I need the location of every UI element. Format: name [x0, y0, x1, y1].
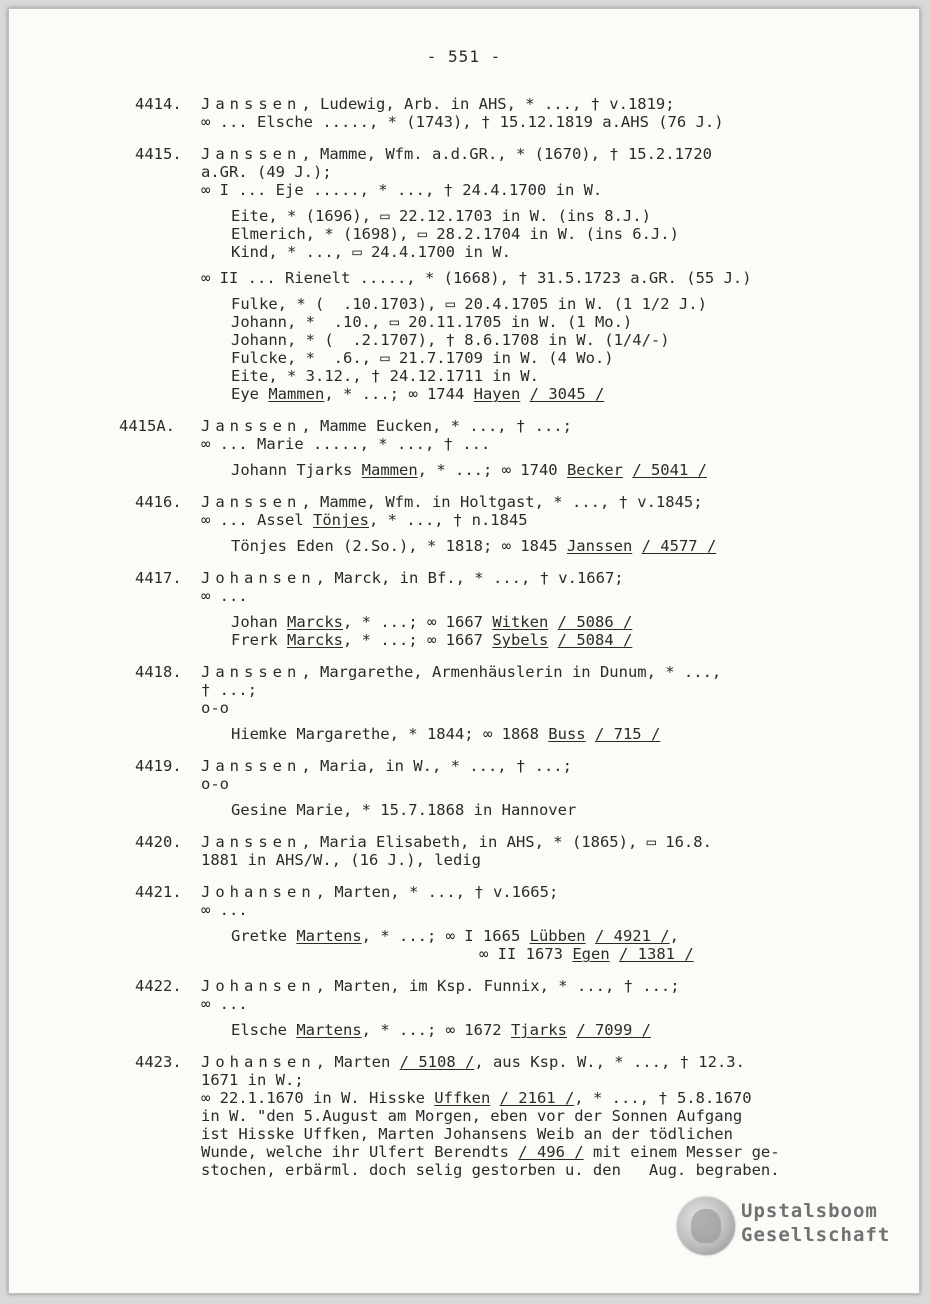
- entry-line: [9, 435, 919, 453]
- entry-line: [9, 613, 919, 631]
- entry-text: ∞ ... Elsche ....., * (1743), † 15.12.1819 a.AHS (76 J.): [201, 113, 724, 131]
- entry-number: 4416.: [135, 493, 182, 511]
- entry-text: ∞ ... Marie ....., * ..., † ...: [201, 435, 491, 453]
- entry-text: ∞ ... Assel Tönjes, * ..., † n.1845: [201, 511, 528, 529]
- entry-number: 4415.: [135, 145, 182, 163]
- entry-number: 4422.: [135, 977, 182, 995]
- entry-line: [9, 295, 919, 313]
- entry-line: [9, 569, 919, 587]
- watermark-line-2: Gesellschaft: [741, 1224, 891, 1246]
- entry-text: Johann, * .10., ▭ 20.11.1705 in W. (1 Mo.): [231, 313, 633, 331]
- entry-line: [9, 313, 919, 331]
- entry-text: Gretke Martens, * ...; ∞ I 1665 Lübben / 4921 /,: [231, 927, 679, 945]
- entry-text: Johansen, Marten / 5108 /, aus Ksp. W., * ..., † 12.3.: [201, 1053, 745, 1071]
- line-gap: [9, 529, 919, 537]
- entry-4415: [9, 145, 919, 403]
- entry-text: Kind, * ..., ▭ 24.4.1700 in W.: [231, 243, 511, 261]
- entry-line: [9, 181, 919, 199]
- document-page: [8, 8, 920, 1294]
- entry-text: Wunde, welche ihr Ulfert Berendts / 496 / mit einem Messer ge-: [201, 1143, 780, 1161]
- entry-text: Eye Mammen, * ...; ∞ 1744 Hayen / 3045 /: [231, 385, 605, 403]
- entry-line: [9, 1107, 919, 1125]
- line-gap: [9, 717, 919, 725]
- seal-icon: [677, 1197, 735, 1255]
- entry-line: [9, 631, 919, 649]
- entry-line: [9, 163, 919, 181]
- entry-text: Johansen, Marck, in Bf., * ..., † v.1667;: [201, 569, 624, 587]
- entry-number: 4418.: [135, 663, 182, 681]
- entry-text: Janssen, Mamme Eucken, * ..., † ...;: [201, 417, 572, 435]
- entry-text: Fulcke, * .6., ▭ 21.7.1709 in W. (4 Wo.): [231, 349, 614, 367]
- entry-text: o-o: [201, 775, 229, 793]
- entry-text: Elmerich, * (1698), ▭ 28.2.1704 in W. (ins 6.J.): [231, 225, 679, 243]
- entry-4417: [9, 569, 919, 649]
- entry-line: [9, 331, 919, 349]
- line-gap: [9, 1013, 919, 1021]
- entry-text: Hiemke Margarethe, * 1844; ∞ 1868 Buss / 715 /: [231, 725, 661, 743]
- entry-4421: [9, 883, 919, 963]
- entry-number: 4421.: [135, 883, 182, 901]
- entry-line: [9, 95, 919, 113]
- entry-text: Eite, * (1696), ▭ 22.12.1703 in W. (ins 8.J.): [231, 207, 651, 225]
- entry-line: [9, 995, 919, 1013]
- entry-line: [9, 801, 919, 819]
- entry-line: [9, 977, 919, 995]
- entry-text: ∞ 22.1.1670 in W. Hisske Uffken / 2161 /, * ..., † 5.8.1670: [201, 1089, 752, 1107]
- entry-text: Johansen, Marten, * ..., † v.1665;: [201, 883, 559, 901]
- entry-line: [9, 1071, 919, 1089]
- entry-line: [9, 833, 919, 851]
- line-gap: [9, 287, 919, 295]
- entry-line: [9, 1143, 919, 1161]
- entry-line: [9, 225, 919, 243]
- entry-text: Janssen, Ludewig, Arb. in AHS, * ..., † v.1819;: [201, 95, 675, 113]
- entry-number: 4423.: [135, 1053, 182, 1071]
- watermark-line-1: Upstalsboom: [741, 1200, 878, 1222]
- line-gap: [9, 453, 919, 461]
- entry-text: 1881 in AHS/W., (16 J.), ledig: [201, 851, 481, 869]
- entry-line: [9, 725, 919, 743]
- entry-line: [9, 663, 919, 681]
- entry-text: Janssen, Maria Elisabeth, in AHS, * (1865), ▭ 16.8.: [201, 833, 712, 851]
- entry-text: Eite, * 3.12., † 24.12.1711 in W.: [231, 367, 539, 385]
- entry-text: ∞ ...: [201, 587, 248, 605]
- entry-line: [9, 775, 919, 793]
- entry-line: [9, 145, 919, 163]
- entry-text: ist Hisske Uffken, Marten Johansens Weib an der tödlichen: [201, 1125, 733, 1143]
- entry-line: [9, 417, 919, 435]
- entry-line: [9, 699, 919, 717]
- entry-line: [9, 945, 919, 963]
- entry-text: Johann, * ( .2.1707), † 8.6.1708 in W. (1/4/-): [231, 331, 670, 349]
- entry-text: Gesine Marie, * 15.7.1868 in Hannover: [231, 801, 577, 819]
- entry-text: ∞ ...: [201, 901, 248, 919]
- entry-text: Janssen, Maria, in W., * ..., † ...;: [201, 757, 572, 775]
- entry-text: † ...;: [201, 681, 257, 699]
- entry-text: ∞ II 1673 Egen / 1381 /: [479, 945, 694, 963]
- entry-text: ∞ II ... Rienelt ....., * (1668), † 31.5.1723 a.GR. (55 J.): [201, 269, 752, 287]
- entry-line: [9, 587, 919, 605]
- line-gap: [9, 605, 919, 613]
- entry-line: [9, 113, 919, 131]
- entry-line: [9, 757, 919, 775]
- entry-line: [9, 681, 919, 699]
- page-number: - 551 -: [426, 47, 502, 66]
- entry-text: Johansen, Marten, im Ksp. Funnix, * ..., † ...;: [201, 977, 680, 995]
- entry-text: Frerk Marcks, * ...; ∞ 1667 Sybels / 5084 /: [231, 631, 633, 649]
- entry-line: [9, 1089, 919, 1107]
- watermark: [677, 1197, 897, 1257]
- entry-text: 1671 in W.;: [201, 1071, 304, 1089]
- entry-line: [9, 883, 919, 901]
- entry-text: Janssen, Mamme, Wfm. in Holtgast, * ..., † v.1845;: [201, 493, 703, 511]
- entry-text: Janssen, Margarethe, Armenhäuslerin in Dunum, * ...,: [201, 663, 722, 681]
- entry-text: a.GR. (49 J.);: [201, 163, 332, 181]
- entry-text: stochen, erbärml. doch selig gestorben u. den Aug. begraben.: [201, 1161, 780, 1179]
- line-gap: [9, 199, 919, 207]
- entry-line: [9, 367, 919, 385]
- entry-text: Tönjes Eden (2.So.), * 1818; ∞ 1845 Janssen / 4577 /: [231, 537, 717, 555]
- entry-line: [9, 1053, 919, 1071]
- watermark-text: [741, 1199, 890, 1247]
- entry-number: 4417.: [135, 569, 182, 587]
- line-gap: [9, 261, 919, 269]
- entry-4422: [9, 977, 919, 1039]
- entry-number: 4419.: [135, 757, 182, 775]
- entry-line: [9, 493, 919, 511]
- entry-4420: [9, 833, 919, 869]
- entry-number: 4414.: [135, 95, 182, 113]
- entry-4418: [9, 663, 919, 743]
- line-gap: [9, 793, 919, 801]
- entry-text: Fulke, * ( .10.1703), ▭ 20.4.1705 in W. (1 1/2 J.): [231, 295, 707, 313]
- entry-line: [9, 349, 919, 367]
- entry-line: [9, 269, 919, 287]
- entry-text: o-o: [201, 699, 229, 717]
- entry-4414: [9, 95, 919, 131]
- entry-number: 4415A.: [119, 417, 175, 435]
- entry-line: [9, 901, 919, 919]
- entry-line: [9, 927, 919, 945]
- entry-line: [9, 511, 919, 529]
- entry-number: 4420.: [135, 833, 182, 851]
- entry-text: ∞ ...: [201, 995, 248, 1013]
- entry-line: [9, 385, 919, 403]
- entry-line: [9, 851, 919, 869]
- entry-text: in W. "den 5.August am Morgen, eben vor der Sonnen Aufgang: [201, 1107, 743, 1125]
- entry-text: Elsche Martens, * ...; ∞ 1672 Tjarks / 7099 /: [231, 1021, 651, 1039]
- entry-4419: [9, 757, 919, 819]
- entry-text: Johan Marcks, * ...; ∞ 1667 Witken / 5086 /: [231, 613, 633, 631]
- entry-line: [9, 461, 919, 479]
- entry-4415A: [9, 417, 919, 479]
- entry-4416: [9, 493, 919, 555]
- entry-line: [9, 1021, 919, 1039]
- entry-line: [9, 1161, 919, 1179]
- entry-line: [9, 537, 919, 555]
- line-gap: [9, 919, 919, 927]
- entry-line: [9, 243, 919, 261]
- entry-line: [9, 1125, 919, 1143]
- entry-text: ∞ I ... Eje ....., * ..., † 24.4.1700 in W.: [201, 181, 603, 199]
- entry-text: Janssen, Mamme, Wfm. a.d.GR., * (1670), † 15.2.1720: [201, 145, 712, 163]
- genealogy-entries: [9, 95, 919, 1193]
- entry-4423: [9, 1053, 919, 1179]
- entry-line: [9, 207, 919, 225]
- entry-text: Johann Tjarks Mammen, * ...; ∞ 1740 Becker / 5041 /: [231, 461, 707, 479]
